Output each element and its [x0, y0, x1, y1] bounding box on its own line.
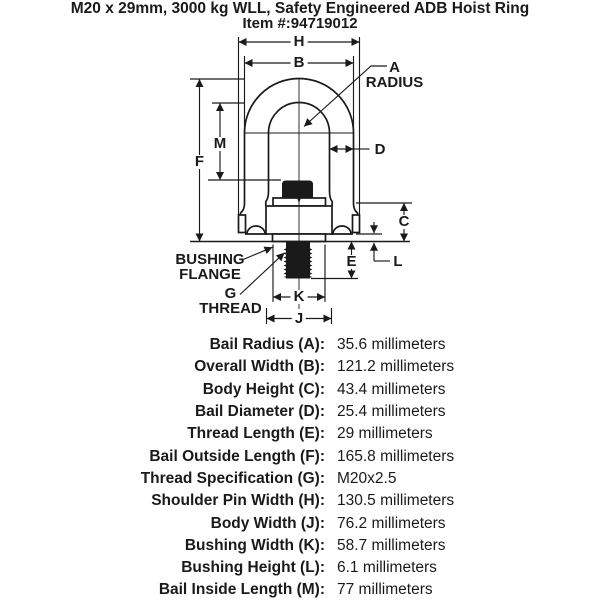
spec-label: Body Height (C): [202, 380, 325, 398]
dim-label-k: K [291, 290, 308, 304]
dim-label-e: E [343, 255, 359, 269]
table-row [0, 356, 600, 378]
thread-teeth-right [308, 248, 313, 279]
shoulder-pin-right [353, 215, 360, 233]
thread-teeth-left [284, 248, 289, 279]
shoulder-dome-left [245, 226, 267, 234]
spec-label: Bail Outside Length (F): [149, 447, 325, 465]
spec-value: 121.2 millimeters [337, 358, 455, 376]
spec-label: Body Width (J): [210, 514, 325, 532]
shoulder-pin-left [239, 215, 246, 233]
callout-g-line2: THREAD [199, 299, 262, 317]
spec-value: 35.6 millimeters [337, 336, 446, 354]
spec-label: Thread Specification (G): [140, 469, 325, 487]
bail-leg-inner-right [330, 133, 333, 206]
dim-label-m: M [211, 137, 230, 151]
spec-label: Shoulder Pin Width (H): [151, 492, 325, 510]
pin-cap [282, 181, 313, 199]
callout-bushing-flange [175, 252, 244, 282]
spec-label: Overall Width (B): [194, 358, 325, 376]
spec-value: 25.4 millimeters [337, 403, 446, 421]
spec-value: 6.1 millimeters [337, 559, 437, 577]
dim-label-f: F [192, 155, 207, 169]
item-number: Item #:94719012 [242, 15, 358, 32]
spec-value: 43.4 millimeters [337, 380, 446, 398]
spec-value: M20x2.5 [337, 469, 397, 487]
callout-bushing-line2: FLANGE [179, 265, 241, 283]
table-row [0, 334, 600, 356]
table-row [0, 401, 600, 423]
spec-label: Bail Radius (A): [209, 336, 325, 354]
spec-value: 130.5 millimeters [337, 492, 455, 510]
spec-label: Bushing Width (K): [184, 536, 325, 554]
bail-leg-inner-left [266, 133, 269, 206]
callout-a-line1: A [389, 58, 400, 76]
spec-label: Bail Inside Length (M): [158, 581, 325, 599]
spec-label: Thread Length (E): [187, 425, 325, 443]
spec-value: 165.8 millimeters [337, 447, 455, 465]
spec-value: 29 millimeters [337, 425, 433, 443]
table-row [0, 445, 600, 467]
table-row [0, 490, 600, 512]
dim-label-c: C [396, 215, 413, 229]
dim-label-h: H [291, 35, 308, 49]
table-row [0, 579, 600, 600]
table-row [0, 535, 600, 557]
dim-label-l: L [393, 252, 403, 270]
callout-g-line1: G [224, 284, 237, 302]
spec-value: 58.7 millimeters [337, 536, 446, 554]
callout-g-thread [199, 286, 262, 316]
table-row [0, 379, 600, 401]
spec-label: Bushing Height (L): [181, 559, 325, 577]
spec-table [0, 334, 600, 600]
table-row [0, 557, 600, 579]
shoulder-dome-right [331, 226, 353, 234]
callout-bushing-line1: BUSHING [175, 250, 245, 268]
bail-leg-outer-left [241, 133, 245, 215]
callout-a-line2: RADIUS [365, 73, 424, 91]
dim-label-b: B [291, 56, 308, 70]
callout-a-radius [366, 60, 424, 90]
table-row [0, 512, 600, 534]
dim-label-d: D [374, 140, 386, 158]
spec-value: 77 millimeters [337, 581, 433, 599]
dim-label-j: J [292, 312, 306, 326]
thread-stud [286, 242, 310, 279]
page-title: M20 x 29mm, 3000 kg WLL, Safety Engineered ADB Hoist Ring [70, 0, 530, 17]
spec-value: 76.2 millimeters [337, 514, 446, 532]
spec-label: Bail Diameter (D): [194, 403, 325, 421]
leader-bushing-flange [242, 247, 273, 260]
table-row [0, 468, 600, 490]
table-row [0, 423, 600, 445]
